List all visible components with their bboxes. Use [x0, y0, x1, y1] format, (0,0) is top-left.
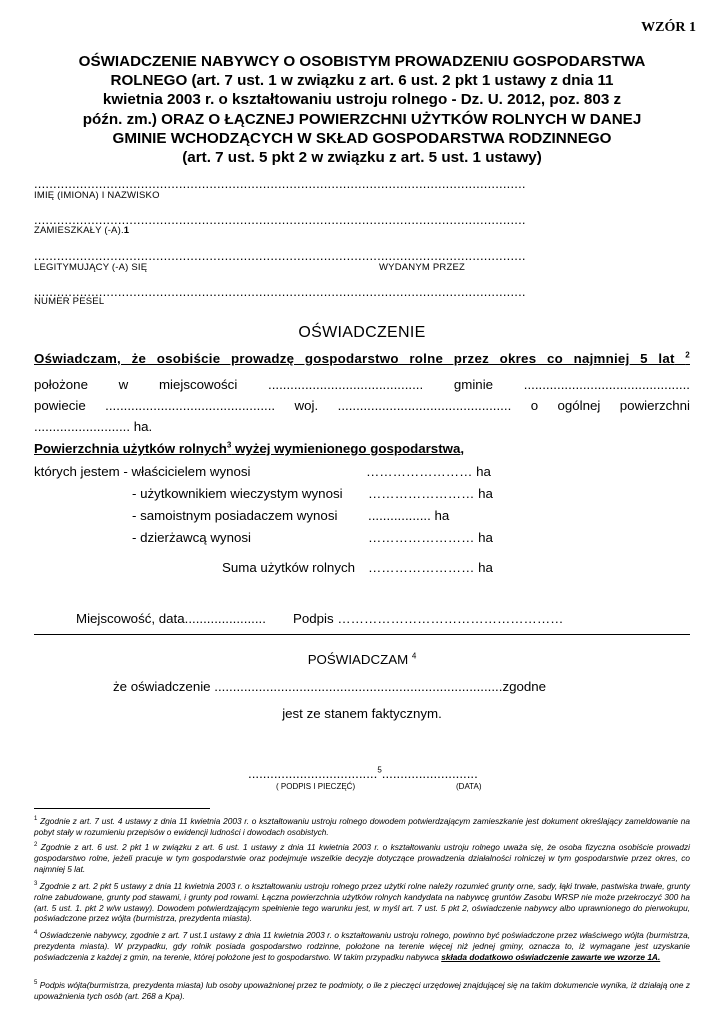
tenant-value[interactable] — [368, 530, 493, 546]
footnote-number: 4 — [34, 930, 38, 937]
voivodeship-dots[interactable]: ............................................... — [337, 398, 512, 413]
surface-heading-rest: wyżej wymienionego gospodarstwa — [231, 441, 461, 456]
usufruct-unit: ha — [478, 486, 493, 501]
certification-suffix: zgodne — [502, 679, 547, 694]
locality-dots[interactable]: .......................................... — [268, 377, 424, 392]
footnote-text: Oświadczenie nabywcy, zgodnie z art. 7 ust.1 ustawy z dnia 11 kwietnia 2003 r. o kształtowaniu ustroju rolnego, powinno być poświadczone przez właściwego wójta (burmistrza, prezydenta miasta). W przypadku, gdy rolnik posiada gospodarstwo rodzinne, położone na terenie więcej niż jednej gminy, oznacza to, iż wymagane jest uzyskanie poświadczenia z każdej z gmin, na terenie, której położone jest to gospodarstwo. W takim przypadku nabywca — [34, 930, 690, 962]
certification-line-2: jest ze stanem faktycznym. — [282, 706, 442, 721]
footnote-text: Zgodnie z art. 6 ust. 2 pkt 1 w związku z art. 6 ust. 1 ustawy z dnia 11 kwietnia 2003 r. o kształtowaniu ustroju rolnego uważa się, że osoba fizyczna osobiście prowadzi gospodarstwo rolne, jeżeli pracuje w tym gospodarstwie oraz podejmuje wszelkie decyzje dotyczące prowadzenia działalności rolniczej w tym gospodarstwie przez okres, co najmniej 5 lat. — [34, 842, 690, 874]
commune-label: gminie — [453, 377, 494, 392]
address-dotted-line[interactable]: ................................................................................................................................. — [34, 213, 526, 227]
footnote-text: Podpis wójta(burmistrza, prezydenta miasta) lub osoby upoważnionej przez te podmioty, o ile z pieczęci urzędowej znajdującej się na takim dokumencie wynika, iż działają one z upoważnienia tych osób (art. 268 a Kpa). — [34, 980, 690, 1001]
official-sig-dots[interactable]: ................................... — [248, 766, 378, 781]
footnote-number: 5 — [34, 980, 38, 987]
total-area-value[interactable]: .......................... ha. — [34, 419, 153, 434]
title-line: ROLNEGO (art. 7 ust. 1 w związku z art. 6 ust. 2 pkt 1 ustawy z dnia 11 — [110, 72, 614, 90]
surface-heading-comma: , — [460, 441, 465, 456]
signature-dots[interactable]: …………………………………………… — [337, 611, 564, 626]
footnote-number: 3 — [34, 881, 38, 888]
id-dotted-line[interactable]: ................................................................................................................................. — [34, 249, 526, 263]
tenant-unit: ha — [478, 530, 493, 545]
certification-line — [113, 679, 546, 695]
location-label: położone w miejscowości — [34, 377, 238, 392]
address-footnote-ref: 1 — [123, 225, 130, 236]
usufruct-dots[interactable]: …………………… — [368, 486, 475, 501]
footnote-2 — [34, 842, 690, 874]
owner-value[interactable] — [366, 464, 491, 480]
certification-heading — [0, 652, 724, 668]
date-label: (DATA) — [456, 782, 482, 791]
certification-prefix: że oświadczenie — [113, 679, 211, 694]
sum-unit: ha — [478, 560, 493, 575]
footnote-bold-text: składa dodatkowo oświadczenie zawarte we wzorze 1A. — [441, 951, 661, 962]
district-line — [34, 398, 690, 414]
certification-dots[interactable]: .............................................................................. — [214, 679, 503, 694]
footnote-text: Zgodnie z art. 7 ust. 4 ustawy z dnia 11 kwietnia 2003 r. o kształtowaniu ustroju rolnego dowodem potwierdzającym zamieszkanie jest dokument określający zameldowanie na pobyt stały w rozumieniu przepisów o ewidencji ludności i dowodach osobistych. — [34, 816, 690, 837]
place-date-field[interactable]: Miejscowość, data...................... — [76, 611, 266, 626]
voivodeship-label: woj. — [294, 398, 319, 413]
title-line: kwietnia 2003 r. o kształtowaniu ustroju rolnego - Dz. U. 2012, poz. 803 z — [102, 91, 622, 109]
sum-value[interactable] — [368, 560, 493, 576]
footnote-ref-5: 5 — [377, 765, 382, 775]
usufruct-value[interactable] — [368, 486, 493, 502]
surface-heading-main: Powierzchnia użytków rolnych — [34, 441, 227, 456]
id-label: LEGITYMUJĄCY (-A) SIĘ — [34, 262, 148, 273]
possessor-value[interactable] — [368, 508, 449, 524]
signature-field[interactable] — [293, 611, 563, 627]
title-line: (art. 7 ust. 5 pkt 2 w związku z art. 5 ust. 1 ustawy) — [182, 149, 542, 167]
form-label: WZÓR 1 — [641, 20, 696, 35]
footnote-5 — [34, 980, 690, 1002]
usufruct-label: - użytkownikiem wieczystym wynosi — [132, 486, 343, 501]
tenant-dots[interactable]: …………………… — [368, 530, 475, 545]
owner-dots[interactable]: …………………… — [366, 464, 473, 479]
surface-heading-text — [34, 441, 460, 456]
tenant-label: - dzierżawcą wynosi — [132, 530, 251, 545]
name-label: IMIĘ (IMIONA) I NAZWISKO — [34, 190, 160, 201]
signature-label: Podpis — [293, 611, 334, 626]
address-label — [34, 225, 129, 236]
sum-dots[interactable]: …………………… — [368, 560, 475, 575]
footnote-number: 2 — [34, 842, 38, 849]
official-signature-field[interactable] — [248, 766, 478, 782]
footnote-4 — [34, 930, 690, 962]
district-dots[interactable]: .............................................. — [105, 398, 276, 413]
possessor-dots[interactable]: ................. — [368, 508, 431, 523]
owner-label: których jestem - właścicielem wynosi — [34, 464, 251, 479]
declaration-heading: OŚWIADCZENIE — [298, 324, 426, 341]
possessor-unit: ha — [434, 508, 450, 523]
title-line: późn. zm.) ORAZ O ŁĄCZNEJ POWIERZCHNI UŻYTKÓW ROLNYCH W DANEJ — [82, 110, 642, 128]
owner-unit: ha — [476, 464, 491, 479]
address-label-text: ZAMIESZKAŁY (-A). — [34, 225, 124, 236]
certification-heading-text: POŚWIADCZAM — [307, 652, 409, 667]
footnote-3 — [34, 881, 690, 924]
footnote-ref-4: 4 — [411, 651, 417, 661]
footnote-1 — [34, 816, 690, 838]
declaration-line — [34, 351, 690, 367]
total-area-label: o ogólnej powierzchni — [530, 398, 690, 413]
name-dotted-line[interactable]: ................................................................................................................................. — [34, 177, 526, 191]
section-divider — [34, 634, 690, 635]
footnote-text: Zgodnie z art. 2 pkt 5 ustawy z dnia 11 kwietnia 2003 r. o kształtowaniu ustroju rolnego przez użytki rolne należy rozumieć grunty orne, sady, łąki trwałe, pastwiska trwałe, grunty rolne zabudowane, grunty pod stawami, i grunty pod rowami. Łączna powierzchnia użytków rolnych kandydata na nabywcę gruntów Zasobu WRSP nie może przekroczyć 300 ha (art. 5 ust. 1. pkt 2 w/w ustawy). Dowodem potwierdzającym spełnienie tego warunku jest, w myśl art. 7 ust. 5 pkt 2, oświadczenie nabywcy albo uprawnionego do pierwokupu, poświadczone przez wójta (burmistrza, prezydenta miasta). — [34, 881, 690, 924]
possessor-label: - samoistnym posiadaczem wynosi — [132, 508, 338, 523]
official-date-dots[interactable]: .......................... — [381, 766, 478, 781]
footnote-number: 1 — [34, 816, 38, 823]
pesel-label: NUMER PESEL — [34, 296, 105, 307]
issued-by-label: WYDANYM PRZEZ — [379, 262, 465, 273]
document-title — [40, 52, 684, 167]
footnote-divider — [34, 808, 210, 809]
title-line: GMINIE WCHODZĄCYCH W SKŁAD GOSPODARSTWA RODZINNEGO — [112, 129, 612, 147]
declaration-text: Oświadczam, że osobiście prowadzę gospodarstwo rolne przez okres co najmniej 5 lat — [34, 351, 675, 366]
commune-dots[interactable]: ............................................. — [523, 377, 690, 392]
footnote-ref-2: 2 — [685, 350, 690, 360]
footnote-ref-3: 3 — [226, 440, 232, 450]
pesel-dotted-line[interactable]: ................................................................................................................................. — [34, 285, 526, 299]
sum-label: Suma użytków rolnych — [222, 560, 356, 575]
surface-heading — [34, 441, 464, 457]
district-label: powiecie — [34, 398, 86, 413]
title-line: OŚWIADCZENIE NABYWCY O OSOBISTYM PROWADZENIU GOSPODARSTWA — [78, 53, 646, 70]
stamp-label: ( PODPIS I PIECZĘĆ) — [276, 782, 356, 791]
location-line — [34, 377, 690, 393]
